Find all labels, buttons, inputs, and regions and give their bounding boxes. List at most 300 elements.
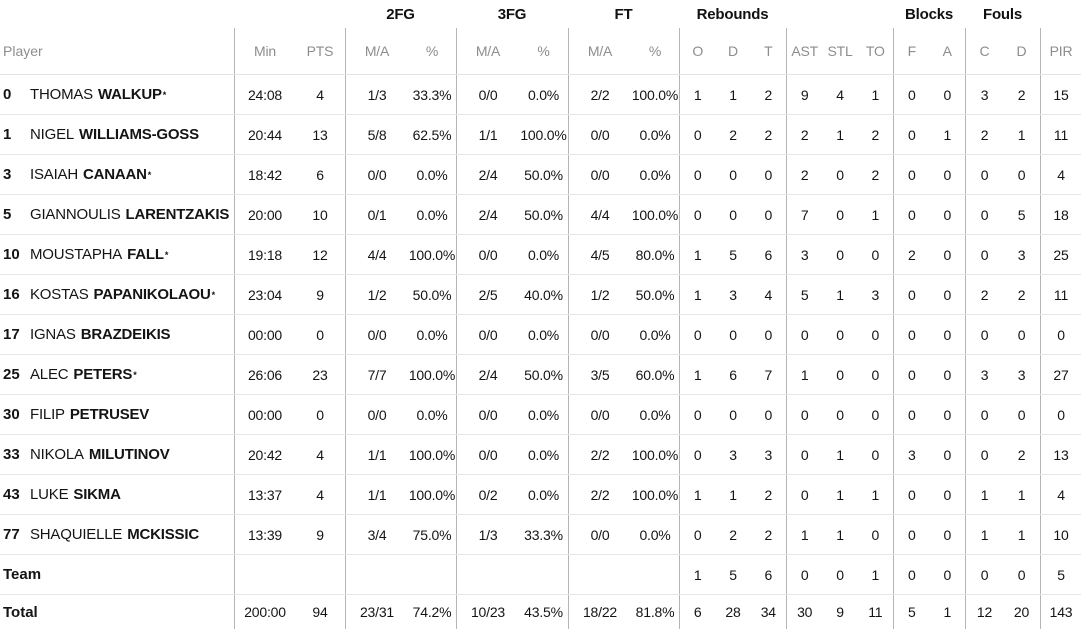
player-cell — [0, 486, 234, 503]
stat-reb-o: 1 — [693, 486, 702, 503]
stat-2fg-pct: 50.0% — [412, 286, 452, 303]
stat-reb-o: 1 — [693, 566, 702, 583]
stat-group — [893, 555, 965, 594]
stat-group — [965, 155, 1040, 194]
stat-stl: 0 — [836, 366, 844, 383]
stat-reb-t: 0 — [764, 326, 773, 343]
player-first-name: ISAIAH — [30, 166, 78, 183]
stat-group — [965, 555, 1040, 594]
stat-pir: 10 — [1053, 526, 1069, 543]
group-spacer-astto — [786, 0, 893, 28]
stat-3fg-pct: 0.0% — [527, 406, 560, 423]
stat-group — [568, 555, 679, 594]
col-reb-o-label: O — [692, 43, 704, 59]
col-foul-c-label: C — [979, 43, 990, 59]
stat-stl: 0 — [836, 566, 844, 583]
stat-group — [568, 315, 679, 354]
stat-pts: 10 — [312, 206, 328, 223]
col-player-label: Player — [3, 43, 43, 59]
stat-group — [893, 275, 965, 314]
stat-foul-c: 2 — [980, 286, 989, 303]
stat-group — [786, 315, 893, 354]
stat-reb-t: 3 — [764, 446, 773, 463]
stat-group — [679, 555, 786, 594]
stat-block-a: 0 — [943, 326, 952, 343]
stat-ast: 0 — [800, 486, 809, 503]
player-last-name: WALKUP — [97, 86, 162, 103]
stat-group — [568, 515, 679, 554]
stat-block-f: 0 — [907, 486, 916, 503]
stat-2fg-ma: 3/4 — [367, 526, 387, 543]
stat-foul-d: 3 — [1017, 366, 1026, 383]
stat-ft-pct: 81.8% — [635, 604, 675, 620]
stat-reb-d: 6 — [729, 366, 737, 383]
stat-reb-o: 0 — [693, 166, 702, 183]
stat-group — [345, 195, 456, 234]
stat-pir: 15 — [1053, 86, 1069, 103]
stat-reb-d: 0 — [729, 326, 737, 343]
stat-to: 1 — [871, 206, 880, 223]
stat-stl: 1 — [836, 126, 844, 143]
stat-to: 0 — [871, 246, 880, 263]
stat-group — [345, 395, 456, 434]
stat-group — [345, 555, 456, 594]
stat-group — [234, 155, 345, 194]
group-label-3fg: 3FG — [497, 5, 527, 23]
stat-to: 0 — [871, 366, 880, 383]
stat-ft-pct: 100.0% — [631, 486, 679, 503]
stat-stl: 9 — [836, 604, 844, 620]
stat-group — [893, 115, 965, 154]
group-label-ft: FT — [614, 5, 633, 23]
starter-asterisk: * — [164, 249, 169, 260]
stat-ft-pct: 0.0% — [639, 166, 671, 183]
stat-group — [234, 555, 345, 594]
stat-foul-d: 0 — [1017, 166, 1026, 183]
row-label: Total — [3, 603, 38, 621]
stat-block-f: 2 — [907, 246, 916, 263]
stat-group — [679, 75, 786, 114]
stat-group — [1040, 235, 1081, 274]
stat-ast: 9 — [800, 86, 809, 103]
stat-ast: 7 — [800, 206, 809, 223]
stat-block-a: 0 — [943, 406, 952, 423]
player-first-name: ALEC — [30, 366, 69, 383]
stat-group — [234, 195, 345, 234]
stat-group — [456, 555, 568, 594]
stat-group — [568, 115, 679, 154]
stat-reb-o: 0 — [693, 406, 702, 423]
stat-to: 0 — [871, 326, 880, 343]
stat-group — [568, 75, 679, 114]
player-first-name: THOMAS — [30, 86, 93, 103]
stat-group — [1040, 395, 1081, 434]
stat-foul-d: 2 — [1017, 286, 1026, 303]
player-row — [0, 475, 1081, 515]
stat-pir: 4 — [1057, 486, 1065, 503]
stat-ft-pct: 50.0% — [635, 286, 675, 303]
stat-group — [234, 595, 345, 629]
stat-group — [456, 395, 568, 434]
stat-to: 2 — [871, 166, 880, 183]
stat-foul-c: 0 — [980, 206, 989, 223]
stat-block-f: 0 — [907, 566, 916, 583]
stat-ast: 30 — [797, 604, 813, 620]
stat-group — [345, 155, 456, 194]
stat-3fg-ma: 0/0 — [478, 246, 498, 263]
stat-group — [1040, 115, 1081, 154]
stat-group — [893, 75, 965, 114]
stat-min: 26:06 — [247, 366, 283, 383]
stat-reb-t: 2 — [764, 86, 773, 103]
stat-3fg-pct: 0.0% — [527, 326, 560, 343]
player-cell — [0, 446, 234, 463]
stat-foul-c: 3 — [980, 86, 989, 103]
stat-reb-o: 1 — [693, 366, 702, 383]
stat-pts: 9 — [316, 286, 324, 303]
stat-2fg-ma: 5/8 — [367, 126, 387, 143]
player-cell — [0, 86, 234, 103]
stat-group — [345, 355, 456, 394]
group-spacer-pir — [1040, 0, 1081, 28]
stat-reb-t: 6 — [764, 566, 773, 583]
col-stl-label: STL — [827, 43, 853, 59]
stat-group — [568, 275, 679, 314]
stat-pir: 11 — [1053, 126, 1069, 143]
stat-min: 200:00 — [244, 604, 286, 620]
stat-3fg-ma: 10/23 — [470, 604, 506, 620]
stat-min: 00:00 — [247, 326, 283, 343]
stat-3fg-ma: 2/4 — [478, 206, 498, 223]
stat-foul-c: 0 — [980, 166, 989, 183]
stat-pts: 12 — [312, 246, 328, 263]
stat-group — [456, 155, 568, 194]
player-last-name: SIKMA — [73, 486, 121, 503]
player-last-name: LARENTZAKIS — [125, 206, 230, 223]
stat-reb-d: 1 — [729, 486, 737, 503]
stat-foul-d: 1 — [1017, 486, 1026, 503]
stat-group — [965, 195, 1040, 234]
stat-pir: 27 — [1053, 366, 1069, 383]
stat-ast: 0 — [800, 406, 809, 423]
stat-block-a: 0 — [943, 86, 952, 103]
stat-2fg-ma: 0/1 — [367, 206, 387, 223]
stat-2fg-ma: 1/1 — [367, 446, 387, 463]
stat-group — [345, 315, 456, 354]
player-first-name: KOSTAS — [30, 286, 89, 303]
stat-block-a: 0 — [943, 446, 952, 463]
stat-block-f: 3 — [907, 446, 916, 463]
stat-group — [568, 235, 679, 274]
stat-group — [345, 595, 456, 629]
player-last-name: PETERS — [73, 366, 133, 383]
stat-group — [234, 275, 345, 314]
stat-min: 13:39 — [247, 526, 283, 543]
jersey-number: 17 — [3, 326, 20, 343]
group-label-blocks: Blocks — [905, 5, 953, 23]
stat-ft-ma: 0/0 — [590, 166, 610, 183]
stat-group — [568, 195, 679, 234]
jersey-number: 5 — [3, 206, 12, 223]
stat-pir: 25 — [1053, 246, 1069, 263]
player-first-name: NIGEL — [30, 126, 75, 143]
stat-block-a: 0 — [943, 366, 952, 383]
stat-pir: 4 — [1057, 166, 1065, 183]
stat-group — [1040, 355, 1081, 394]
stat-pir: 18 — [1053, 206, 1069, 223]
stat-reb-t: 2 — [764, 526, 773, 543]
stat-group — [679, 275, 786, 314]
stat-ft-pct: 0.0% — [639, 326, 671, 343]
stat-reb-t: 7 — [764, 366, 773, 383]
stat-group — [1040, 315, 1081, 354]
stat-3fg-ma: 0/0 — [478, 86, 498, 103]
row-label: Team — [3, 566, 42, 583]
stat-2fg-pct: 100.0% — [408, 486, 456, 503]
stat-ast: 1 — [800, 526, 809, 543]
stat-group — [893, 195, 965, 234]
stat-reb-d: 2 — [729, 126, 737, 143]
stat-ast: 3 — [800, 246, 809, 263]
col-2fg-ma-label: M/A — [364, 43, 390, 59]
stat-foul-c: 0 — [980, 246, 989, 263]
stat-2fg-pct: 75.0% — [412, 526, 452, 543]
stat-3fg-ma: 0/0 — [478, 326, 498, 343]
player-cell — [0, 126, 234, 143]
stat-pts: 0 — [316, 326, 324, 343]
stat-block-a: 0 — [943, 286, 952, 303]
stat-group — [786, 195, 893, 234]
stat-block-a: 0 — [943, 206, 952, 223]
stat-stl: 1 — [836, 446, 844, 463]
player-row — [0, 395, 1081, 435]
stat-group — [679, 475, 786, 514]
stat-ast: 1 — [800, 366, 809, 383]
col-ast-label: AST — [791, 43, 818, 59]
stat-3fg-pct: 40.0% — [524, 286, 563, 303]
stat-to: 0 — [871, 526, 880, 543]
stat-reb-t: 2 — [764, 486, 773, 503]
stat-ft-pct: 0.0% — [639, 126, 671, 143]
stat-reb-t: 2 — [764, 126, 773, 143]
stat-group — [679, 435, 786, 474]
stat-group — [345, 115, 456, 154]
jersey-number: 33 — [3, 446, 20, 463]
player-last-name: MILUTINOV — [88, 446, 170, 463]
stat-block-f: 0 — [907, 206, 916, 223]
stat-2fg-pct: 62.5% — [412, 126, 452, 143]
stat-pir: 143 — [1049, 604, 1073, 620]
stat-ast: 5 — [800, 286, 809, 303]
stat-reb-d: 0 — [729, 406, 737, 423]
stat-group — [965, 515, 1040, 554]
player-row — [0, 315, 1081, 355]
stat-group — [345, 515, 456, 554]
stat-group — [456, 515, 568, 554]
stat-block-a: 0 — [943, 486, 952, 503]
stat-pir: 13 — [1053, 446, 1069, 463]
stat-pts: 4 — [316, 446, 324, 463]
stat-reb-d: 0 — [729, 166, 737, 183]
stat-ft-ma: 4/4 — [590, 206, 610, 223]
stat-2fg-ma: 4/4 — [367, 246, 387, 263]
stat-stl: 4 — [836, 86, 844, 103]
summary-row-total — [0, 595, 1081, 629]
player-last-name: WILLIAMS-GOSS — [79, 126, 199, 143]
stat-reb-o: 1 — [693, 286, 702, 303]
stat-group — [1040, 195, 1081, 234]
stat-ft-ma: 2/2 — [590, 486, 610, 503]
stat-foul-d: 1 — [1017, 526, 1026, 543]
stat-foul-c: 0 — [980, 326, 989, 343]
stat-foul-d: 0 — [1017, 566, 1026, 583]
stat-ft-ma: 0/0 — [590, 126, 610, 143]
stat-group — [893, 515, 965, 554]
stat-group — [679, 155, 786, 194]
col-pir-label: PIR — [1049, 43, 1073, 59]
stat-foul-c: 0 — [980, 406, 989, 423]
stat-foul-d: 1 — [1017, 126, 1026, 143]
table-body — [0, 75, 1081, 629]
stat-ft-ma: 2/2 — [590, 446, 610, 463]
stat-group — [1040, 275, 1081, 314]
stat-reb-o: 0 — [693, 206, 702, 223]
stat-block-a: 0 — [943, 566, 952, 583]
stat-block-f: 5 — [907, 604, 916, 620]
stat-2fg-ma: 0/0 — [367, 406, 387, 423]
col-3fg-pct-label: % — [537, 43, 550, 59]
stat-block-f: 0 — [907, 526, 916, 543]
stat-group — [234, 475, 345, 514]
stat-stl: 1 — [836, 286, 844, 303]
col-to-label: TO — [865, 43, 885, 59]
stat-group — [679, 235, 786, 274]
starter-asterisk: * — [147, 169, 152, 180]
stat-min: 20:44 — [247, 126, 283, 143]
stat-group — [965, 315, 1040, 354]
stat-group — [679, 115, 786, 154]
stat-group — [1040, 75, 1081, 114]
stat-group — [786, 155, 893, 194]
stat-block-a: 0 — [943, 166, 952, 183]
stat-min: 23:04 — [247, 286, 283, 303]
stat-3fg-ma: 2/5 — [478, 286, 498, 303]
stat-ast: 2 — [800, 126, 809, 143]
stat-group — [1040, 475, 1081, 514]
stat-group — [679, 595, 786, 629]
stat-block-a: 0 — [943, 526, 952, 543]
jersey-number: 77 — [3, 526, 20, 543]
stat-to: 0 — [871, 406, 880, 423]
col-block-f-label: F — [907, 43, 916, 59]
stat-min: 24:08 — [247, 86, 283, 103]
stat-group — [234, 355, 345, 394]
player-first-name: LUKE — [30, 486, 69, 503]
stat-group — [1040, 555, 1081, 594]
player-cell — [0, 326, 234, 343]
stat-group — [893, 235, 965, 274]
stat-to: 1 — [871, 486, 880, 503]
player-first-name: IGNAS — [30, 326, 76, 343]
column-header-row — [0, 28, 1081, 75]
stat-ft-pct: 100.0% — [631, 446, 679, 463]
stat-to: 1 — [871, 86, 880, 103]
stat-pir: 5 — [1057, 566, 1065, 583]
player-last-name: BRAZDEIKIS — [80, 326, 171, 343]
stat-3fg-ma: 0/2 — [478, 486, 498, 503]
stat-block-f: 0 — [907, 366, 916, 383]
stat-group — [893, 475, 965, 514]
stat-block-f: 0 — [907, 286, 916, 303]
col-reb-t-label: T — [764, 43, 773, 59]
stat-group — [679, 515, 786, 554]
stat-group — [234, 515, 345, 554]
col-reb-d-label: D — [728, 43, 738, 59]
group-label-2fg: 2FG — [386, 5, 415, 23]
starter-asterisk: * — [211, 289, 216, 300]
stat-2fg-pct: 0.0% — [416, 206, 448, 223]
stat-group — [786, 515, 893, 554]
col-3fg-ma-label: M/A — [475, 43, 501, 59]
stat-2fg-ma: 1/1 — [367, 486, 387, 503]
stat-reb-o: 6 — [693, 604, 702, 620]
stat-2fg-ma: 0/0 — [367, 166, 387, 183]
player-cell — [0, 604, 234, 621]
stat-pts: 23 — [312, 366, 328, 383]
player-cell — [0, 406, 234, 423]
stat-reb-d: 28 — [725, 604, 741, 620]
stat-reb-o: 1 — [693, 86, 702, 103]
stat-2fg-ma: 0/0 — [367, 326, 387, 343]
stat-ft-ma: 1/2 — [590, 286, 610, 303]
stat-group — [893, 155, 965, 194]
stat-2fg-pct: 0.0% — [416, 406, 448, 423]
player-row — [0, 75, 1081, 115]
stat-ft-ma: 18/22 — [582, 604, 618, 620]
stat-group — [456, 435, 568, 474]
stat-reb-t: 6 — [764, 246, 773, 263]
stat-pts: 94 — [312, 604, 328, 620]
stat-block-f: 0 — [907, 166, 916, 183]
stat-block-f: 0 — [907, 86, 916, 103]
stat-to: 0 — [871, 446, 880, 463]
stat-group — [345, 275, 456, 314]
player-cell — [0, 166, 234, 183]
stat-reb-t: 0 — [764, 206, 773, 223]
jersey-number: 10 — [3, 246, 20, 263]
stat-group — [345, 75, 456, 114]
stat-block-f: 0 — [907, 326, 916, 343]
stat-group — [893, 315, 965, 354]
stat-3fg-pct: 50.0% — [524, 206, 563, 223]
stat-reb-d: 3 — [729, 446, 737, 463]
stat-foul-d: 3 — [1017, 246, 1026, 263]
stat-foul-c: 0 — [980, 446, 989, 463]
group-header-row — [0, 0, 1081, 28]
player-row — [0, 355, 1081, 395]
stat-reb-d: 5 — [729, 566, 737, 583]
stat-group — [679, 315, 786, 354]
stat-group — [568, 595, 679, 629]
player-last-name: CANAAN — [82, 166, 147, 183]
stat-foul-c: 1 — [980, 526, 989, 543]
stat-ft-ma: 0/0 — [590, 406, 610, 423]
player-first-name: SHAQUIELLE — [30, 526, 123, 543]
stat-group — [456, 195, 568, 234]
stat-group — [965, 595, 1040, 629]
stat-group — [965, 435, 1040, 474]
stat-group — [893, 395, 965, 434]
